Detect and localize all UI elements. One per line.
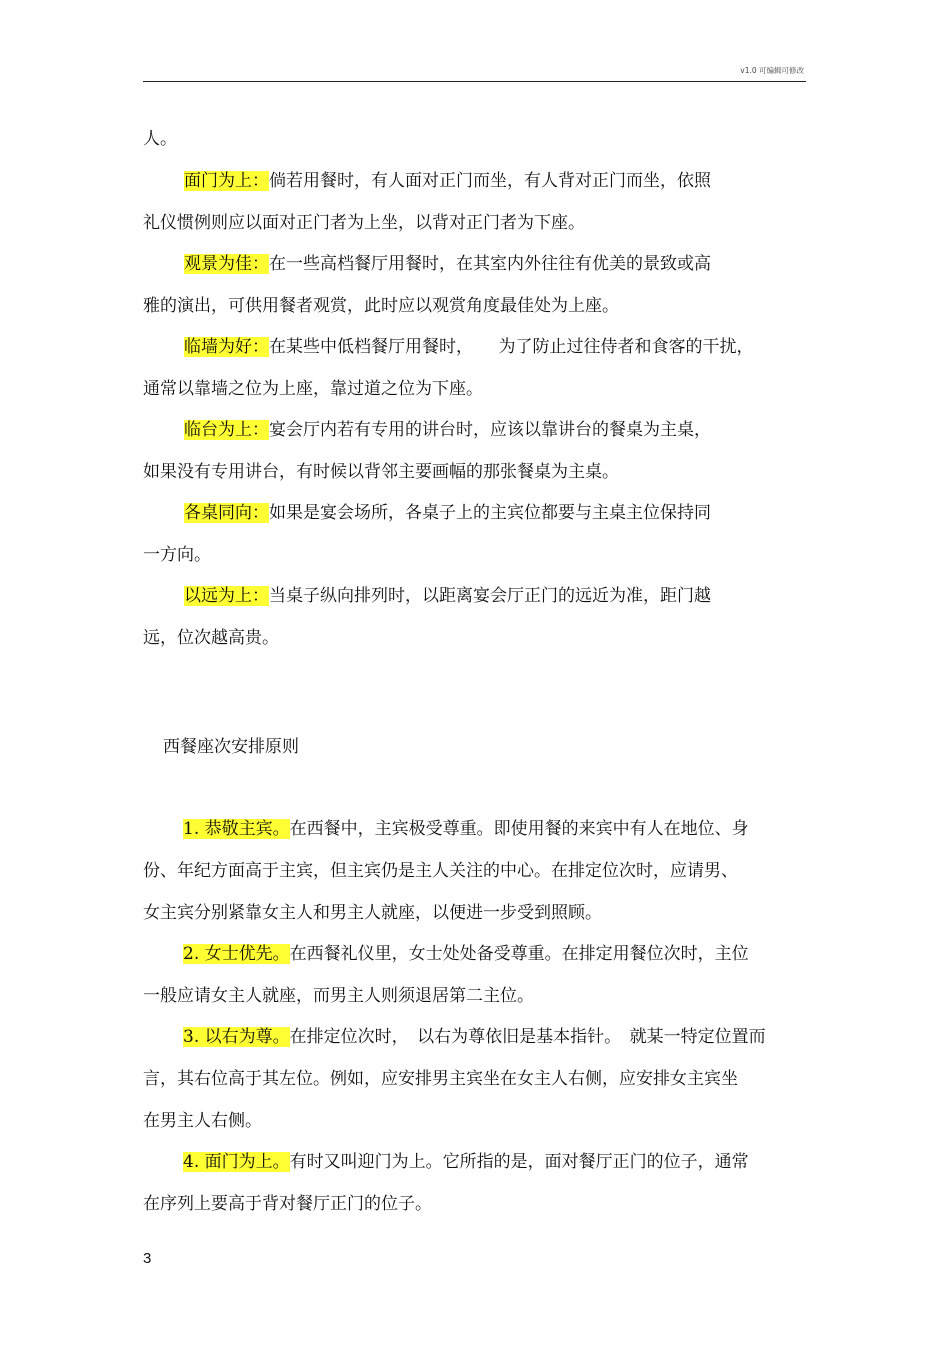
western-rule-3-line2: 言，其右位高于其左位。例如，应安排男主宾坐在女主人右侧，应安排女主宾坐	[143, 1069, 738, 1089]
western-rule-1-line2: 份、年纪方面高于主宾，但主宾仍是主人关注的中心。在排定位次时，应请男、	[143, 861, 738, 881]
rule-label-highlight: 3. 以右为尊。	[183, 1027, 290, 1047]
western-rule-2-line2: 一般应请女主人就座，而男主人则须退居第二主位。	[143, 986, 534, 1006]
header-version-label: v1.0 可编辑可修改	[740, 66, 804, 75]
rule-label-highlight: 观景为佳：	[184, 254, 269, 274]
rule-guan-jing-line1	[184, 253, 711, 275]
rule-text: 宴会厅内若有专用的讲台时，应该以靠讲台的餐桌为主桌，	[269, 420, 711, 440]
western-rule-1-line3: 女主宾分别紧靠女主人和男主人就座，以便进一步受到照顾。	[143, 903, 602, 923]
rule-text: 在一些高档餐厅用餐时，在其室内外往往有优美的景致或高	[269, 254, 711, 274]
rule-text: 倘若用餐时，有人面对正门而坐，有人背对正门而坐，依照	[269, 171, 711, 191]
rule-ge-zhuo-line1	[184, 502, 711, 524]
rule-lin-tai-line2: 如果没有专用讲台，有时候以背邻主要画幅的那张餐桌为主桌。	[143, 462, 619, 482]
rule-label-highlight: 2. 女士优先。	[183, 944, 290, 964]
paragraph-continuation: 人。	[143, 129, 177, 149]
rule-lin-qiang-line1	[184, 336, 754, 358]
western-rule-4-line1	[183, 1151, 749, 1173]
rule-label-highlight: 以远为上：	[184, 586, 269, 606]
rule-text: 当桌子纵向排列时，以距离宴会厅正门的远近为准，距门越	[269, 586, 711, 606]
western-rule-1-line1	[183, 818, 749, 840]
rule-text: 有时又叫迎门为上。它所指的是，面对餐厅正门的位子，通常	[289, 1152, 749, 1172]
rule-ge-zhuo-line2: 一方向。	[143, 545, 211, 565]
western-rule-2-line1	[183, 943, 749, 965]
rule-text: 在排定位次时， 以右为尊依旧是基本指针。 就某一特定位置而	[289, 1027, 766, 1047]
rule-text: 在某些中低档餐厅用餐时， 为了防止过往侍者和食客的干扰，	[269, 337, 754, 357]
rule-label-highlight: 4. 面门为上。	[183, 1152, 290, 1172]
rule-lin-tai-line1	[184, 419, 711, 441]
rule-lin-qiang-line2: 通常以靠墙之位为上座，靠过道之位为下座。	[143, 379, 483, 399]
western-rule-3-line3: 在男主人右侧。	[143, 1111, 262, 1131]
rule-mian-men-line1	[184, 170, 711, 192]
rule-mian-men-line2: 礼仪惯例则应以面对正门者为上坐，以背对正门者为下座。	[143, 213, 585, 233]
rule-text: 在西餐礼仪里，女士处处备受尊重。在排定用餐位次时，主位	[289, 944, 749, 964]
rule-label-highlight: 1. 恭敬主宾。	[183, 819, 290, 839]
rule-guan-jing-line2: 雅的演出，可供用餐者观赏，此时应以观赏角度最佳处为上座。	[143, 296, 619, 316]
western-rule-4-line2: 在序列上要高于背对餐厅正门的位子。	[143, 1194, 432, 1214]
rule-yi-yuan-line2: 远，位次越高贵。	[143, 628, 279, 648]
header-divider	[143, 81, 806, 82]
rule-text: 如果是宴会场所，各桌子上的主宾位都要与主桌主位保持同	[269, 503, 711, 523]
rule-text: 在西餐中，主宾极受尊重。即使用餐的来宾中有人在地位、身	[289, 819, 749, 839]
rule-label-highlight: 临墙为好：	[184, 337, 269, 357]
rule-label-highlight: 面门为上：	[184, 171, 269, 191]
rule-label-highlight: 临台为上：	[184, 420, 269, 440]
page-number: 3	[143, 1250, 152, 1267]
rule-label-highlight: 各桌同向：	[184, 503, 269, 523]
western-rule-3-line1	[183, 1026, 766, 1048]
section-title: 西餐座次安排原则	[163, 737, 299, 757]
rule-yi-yuan-line1	[184, 585, 711, 607]
